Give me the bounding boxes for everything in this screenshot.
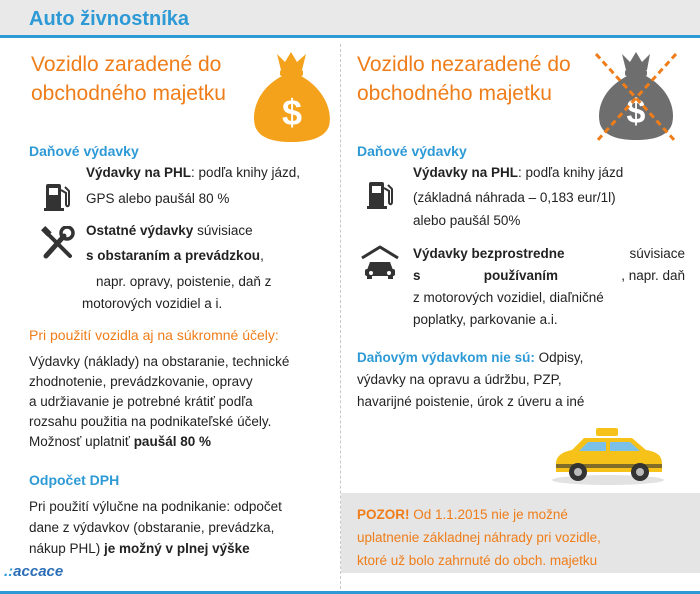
left-dph-title: Odpočet DPH [29, 472, 120, 488]
pozor-line1 [357, 503, 687, 526]
accace-logo [4, 563, 63, 580]
right-nie-line3: havarijné poistenie, úrok z úveru a iné [357, 394, 585, 409]
right-phl-line3: alebo paušál 50% [413, 213, 521, 228]
svg-text:$: $ [281, 92, 303, 133]
right-bezpr-s: s [413, 268, 421, 283]
pozor-bold: POZOR! [357, 507, 410, 522]
right-heading [357, 50, 571, 108]
right-danove-title: Daňové výdavky [357, 143, 467, 159]
right-bezpr-line2-rest: , napr. daň [621, 268, 685, 283]
left-ostatne-line2-rest: , [260, 248, 264, 263]
left-heading [31, 50, 226, 108]
left-heading-line2: obchodného majetku [31, 82, 226, 105]
left-private-title: Pri použití vozidla aj na súkromné účely: [29, 327, 279, 343]
logo-name: accace [13, 563, 64, 580]
left-dph-line2: dane z výdavkov (obstaranie, prevádzka, [29, 520, 275, 535]
right-phl-rest: : podľa knihy jázd [518, 165, 624, 180]
right-bezpr-bold: Výdavky bezprostredne [413, 246, 565, 261]
left-dph-line3-bold: je možný v plnej výške [104, 541, 250, 556]
pozor-text [357, 503, 687, 572]
taxi-icon [548, 424, 668, 486]
right-heading-line1: Vozidlo nezaradené do [357, 53, 571, 76]
left-private-line4: rozsahu použitia na podnikateľské účely. [29, 414, 272, 429]
pozor-line2: uplatnenie základnej náhrady pri vozidle, [357, 530, 601, 545]
left-phl-line2: GPS alebo paušál 80 % [86, 191, 230, 206]
left-private-line1: Výdavky (náklady) na obstaranie, technické [29, 354, 290, 369]
left-private-line5-bold: paušál 80 % [133, 434, 211, 449]
left-dph-line1: Pri použití výlučne na podnikanie: odpočet [29, 499, 282, 514]
right-phl-bold: Výdavky na PHL [413, 165, 519, 180]
logo-dots: .: [4, 563, 14, 580]
svg-text:$: $ [626, 93, 646, 131]
right-nie-line1 [357, 346, 583, 369]
right-nie-line2: výdavky na opravu a údržbu, PZP, [357, 372, 562, 387]
right-bezpr-pouzivanim: používaním [483, 268, 558, 283]
left-ostatne-line4: motorových vozidiel a i. [82, 296, 223, 311]
right-bezpr-line4: poplatky, parkovanie a.i. [413, 312, 558, 327]
header [0, 0, 700, 38]
right-nie-rest: Odpisy, [534, 350, 584, 365]
right-bezpr-line2 [413, 264, 685, 287]
left-ostatne-line1 [86, 219, 253, 242]
right-bezpr-rest: súvisiace [629, 246, 685, 261]
left-danove-title: Daňové výdavky [29, 143, 139, 159]
left-phl-bold: Výdavky na PHL [86, 165, 192, 180]
money-bag-icon [249, 48, 334, 144]
left-phl-rest: : podľa knihy jázd, [191, 165, 301, 180]
left-ostatne-line2 [86, 244, 264, 267]
tools-icon [40, 226, 76, 262]
pozor-line3: ktoré už bolo zahrnuté do obch. majetku [357, 553, 598, 568]
left-dph-line3-text: nákup PHL) [29, 541, 105, 556]
garage-car-icon [360, 244, 400, 280]
fuel-pump-icon-right [367, 178, 395, 210]
left-heading-line1: Vozidlo zaradené do [31, 53, 222, 76]
page-title: Auto živnostníka [29, 8, 190, 30]
left-ostatne-rest: súvisiace [193, 223, 253, 238]
right-bezpr-line1 [413, 242, 685, 265]
right-bezpr-line3: z motorových vozidiel, diaľničné [413, 290, 604, 305]
left-ostatne-bold: Ostatné výdavky [86, 223, 194, 238]
fuel-pump-icon [44, 180, 72, 212]
left-private-line5-text: Možnosť uplatniť [29, 434, 134, 449]
left-phl-line1 [86, 161, 300, 184]
crossed-money-bag-icon [590, 46, 682, 146]
left-private-line5 [29, 430, 211, 453]
right-nie-bold: Daňovým výdavkom nie sú: [357, 350, 535, 365]
header-underline [0, 35, 700, 38]
right-phl-line1 [413, 161, 623, 184]
pozor-rest: Od 1.1.2015 nie je možné [409, 507, 568, 522]
left-ostatne-line2-bold: s obstaraním a prevádzkou [86, 248, 261, 263]
right-heading-line2: obchodného majetku [357, 82, 552, 105]
left-ostatne-line3: napr. opravy, poistenie, daň z [96, 274, 272, 289]
left-private-line3: a udržiavanie je potrebné krátiť podľa [29, 394, 253, 409]
left-dph-line3 [29, 537, 250, 560]
right-phl-line2: (základná náhrada – 0,183 eur/1l) [413, 190, 616, 205]
left-private-line2: zhodnotenie, prevádzkovanie, opravy [29, 374, 253, 389]
pozor-box [341, 493, 700, 573]
